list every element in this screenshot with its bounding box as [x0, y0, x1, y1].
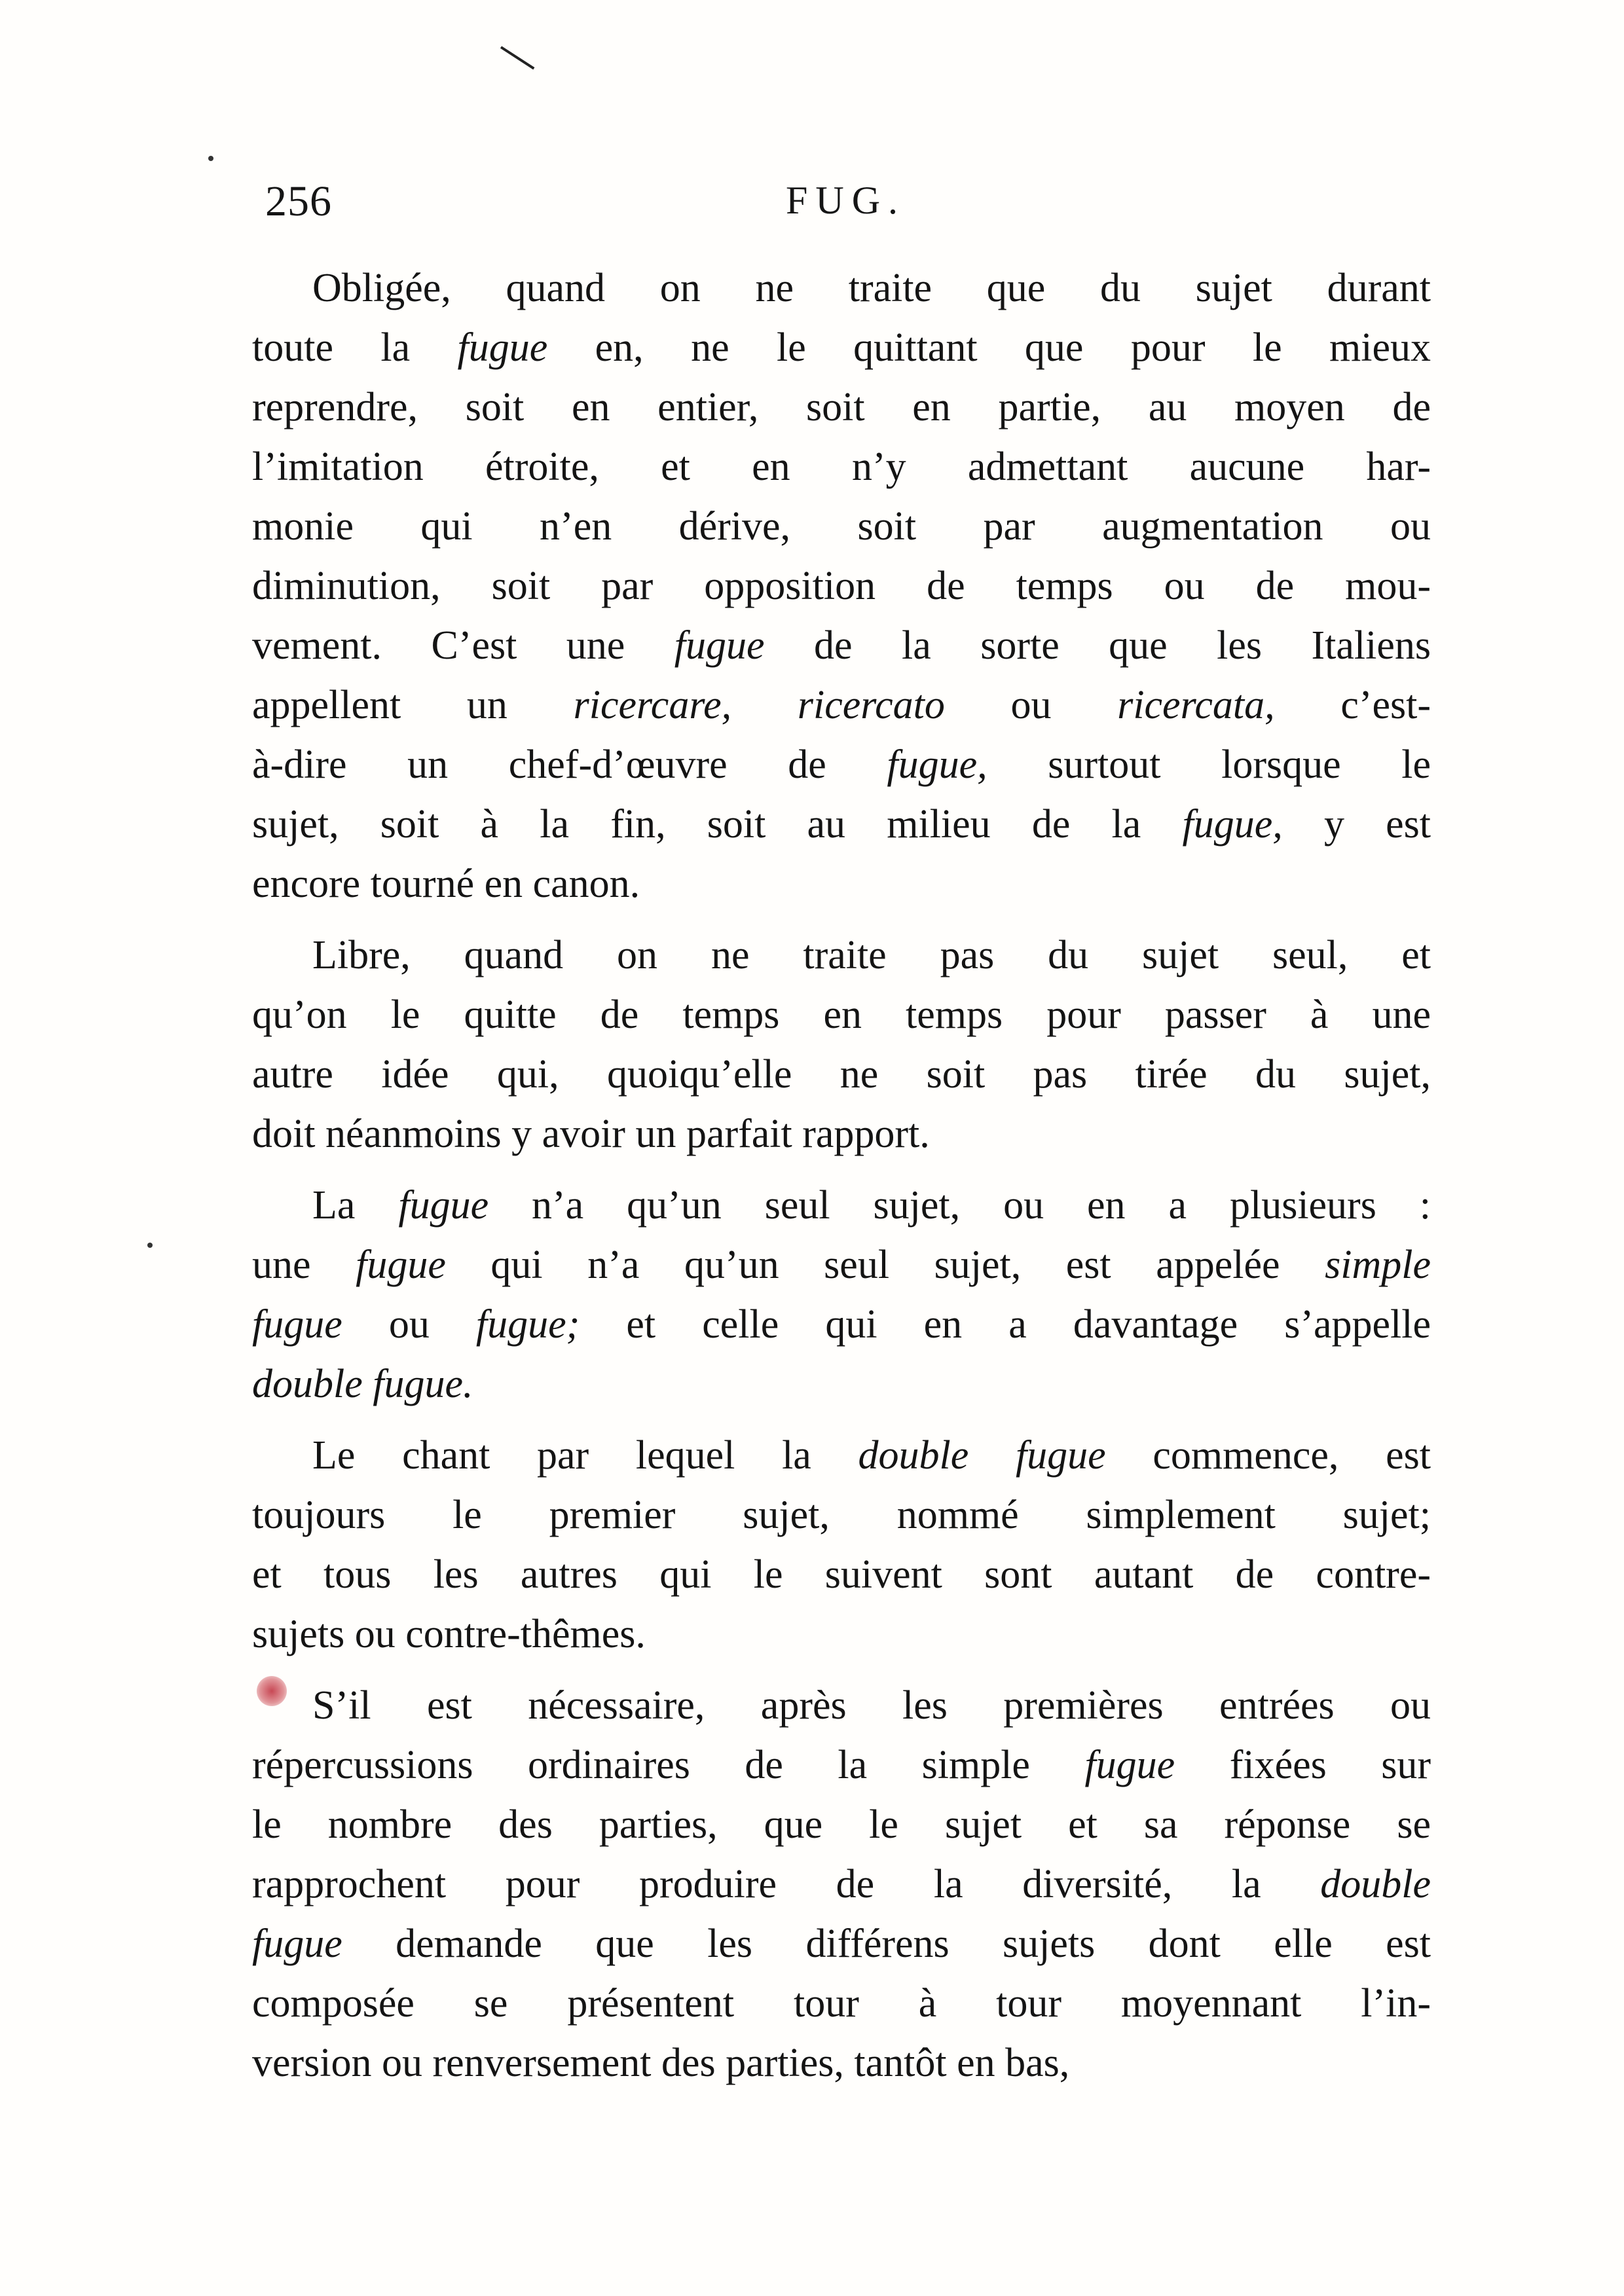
text-line: [252, 1104, 1431, 1164]
italic-term: fugue: [457, 325, 548, 370]
text-line: [252, 1545, 1431, 1605]
text-run: qui n’a qu’un seul sujet, est appelée: [445, 1243, 1325, 1287]
text-line: [252, 676, 1431, 735]
text-run: Libre, quand on ne traite pas du sujet seul, et: [312, 933, 1431, 977]
text-line: [252, 259, 1431, 318]
text-line: [252, 1795, 1431, 1855]
text-run: toujours le premier sujet, nommé simplement sujet;: [252, 1493, 1431, 1537]
italic-term: ricercata,: [1117, 683, 1275, 727]
text-run: Obligée, quand on ne traite que du sujet durant: [312, 266, 1431, 310]
text-line: [252, 1176, 1431, 1235]
text-run: à-dire un chef-d’œuvre de: [252, 742, 887, 787]
text-line: [252, 1355, 1431, 1414]
text-run: demande que les différens sujets dont elle est: [342, 1922, 1431, 1966]
text-line: [252, 1295, 1431, 1355]
text-run: toute la: [252, 325, 458, 370]
text-line: [252, 1485, 1431, 1545]
italic-term: double fugue: [858, 1433, 1106, 1478]
italic-term: fugue: [252, 1302, 342, 1347]
text-run: vement. C’est une: [252, 623, 674, 668]
text-run: de la sorte que les Italiens: [764, 623, 1431, 668]
text-run: qu’on le quitte de temps en temps pour passer à une: [252, 993, 1431, 1037]
italic-term: fugue: [1084, 1743, 1175, 1787]
text-run: reprendre, soit en entier, soit en partie, au moyen de: [252, 385, 1431, 429]
page-header: [252, 177, 1431, 249]
text-run: et celle qui en a davantage s’appelle: [580, 1302, 1431, 1347]
text-line: [252, 1736, 1431, 1795]
red-stain: [257, 1676, 287, 1706]
text-run: l’imitation étroite, et en n’y admettant aucune har-: [252, 445, 1431, 489]
text-run: c’est-: [1274, 683, 1431, 727]
italic-term: fugue,: [887, 742, 987, 787]
text-line: [252, 556, 1431, 616]
text-line: [252, 926, 1431, 985]
text-run: doit néanmoins y avoir un parfait rapport.: [252, 1112, 930, 1156]
text-run: ou: [342, 1302, 476, 1347]
italic-term: ricercare, ricercato: [573, 683, 945, 727]
italic-term: fugue: [356, 1243, 446, 1287]
text-run: y est: [1282, 802, 1431, 847]
italic-term: simple: [1325, 1243, 1431, 1287]
text-line: [252, 1426, 1431, 1485]
text-run: rapprochent pour produire de la diversité, la: [252, 1862, 1321, 1906]
text-line: [252, 437, 1431, 497]
text-line: [252, 318, 1431, 378]
text-run: sujet, soit à la fin, soit au milieu de la: [252, 802, 1183, 847]
running-head: FUG.: [786, 179, 906, 222]
body-text: [252, 259, 1431, 2093]
italic-term: fugue;: [475, 1302, 580, 1347]
italic-term: fugue: [398, 1183, 489, 1228]
text-line: [252, 735, 1431, 795]
speck: [208, 156, 213, 161]
text-line: [252, 616, 1431, 676]
text-run: La: [312, 1183, 399, 1228]
text-run: encore tourné en canon.: [252, 862, 640, 906]
text-line: [252, 985, 1431, 1045]
text-run: sujets ou contre-thêmes.: [252, 1612, 646, 1656]
text-run: surtout lorsque le: [987, 742, 1431, 787]
paragraph: [252, 1426, 1431, 1664]
italic-term: double: [1320, 1862, 1431, 1906]
text-run: une: [252, 1243, 356, 1287]
text-run: composée se présentent tour à tour moyennant l’in-: [252, 1981, 1431, 2026]
text-run: le nombre des parties, que le sujet et sa réponse se: [252, 1802, 1431, 1847]
italic-term: fugue: [674, 623, 765, 668]
paragraph: [252, 259, 1431, 914]
text-run: et tous les autres qui le suivent sont autant de contre-: [252, 1552, 1431, 1597]
text-line: [252, 497, 1431, 556]
text-run: diminution, soit par opposition de temps ou de mou-: [252, 564, 1431, 608]
text-run: ou: [944, 683, 1118, 727]
ink-mark: [500, 46, 534, 69]
italic-term: double fugue.: [252, 1362, 473, 1406]
text-run: n’a qu’un seul sujet, ou en a plusieurs :: [489, 1183, 1431, 1228]
speck: [147, 1243, 153, 1248]
text-line: [252, 1045, 1431, 1104]
text-run: version ou renversement des parties, tantôt en bas,: [252, 2041, 1070, 2085]
text-run: Le chant par lequel la: [312, 1433, 858, 1478]
paragraph: [252, 1176, 1431, 1414]
text-line: [252, 378, 1431, 437]
text-line: [252, 1914, 1431, 1974]
text-run: monie qui n’en dérive, soit par augmentation ou: [252, 504, 1431, 549]
text-line: [252, 1235, 1431, 1295]
text-line: [252, 1605, 1431, 1664]
text-line: [252, 1855, 1431, 1914]
text-line: [252, 2033, 1431, 2093]
paragraph: [252, 926, 1431, 1164]
text-run: fixées sur: [1175, 1743, 1431, 1787]
text-run: répercussions ordinaires de la simple: [252, 1743, 1085, 1787]
text-line: [252, 795, 1431, 854]
text-line: [252, 1974, 1431, 2033]
paragraph: [252, 1676, 1431, 2093]
text-run: autre idée qui, quoiqu’elle ne soit pas tirée du sujet,: [252, 1052, 1431, 1097]
page-number: 256: [265, 177, 332, 225]
text-run: appellent un: [252, 683, 574, 727]
text-line: [252, 854, 1431, 914]
text-run: commence, est: [1105, 1433, 1431, 1478]
text-run: S’il est nécessaire, après les premières entrées ou: [312, 1683, 1431, 1728]
text-line: [252, 1676, 1431, 1736]
italic-term: fugue,: [1182, 802, 1283, 847]
italic-term: fugue: [252, 1922, 342, 1966]
text-run: en, ne le quittant que pour le mieux: [547, 325, 1431, 370]
